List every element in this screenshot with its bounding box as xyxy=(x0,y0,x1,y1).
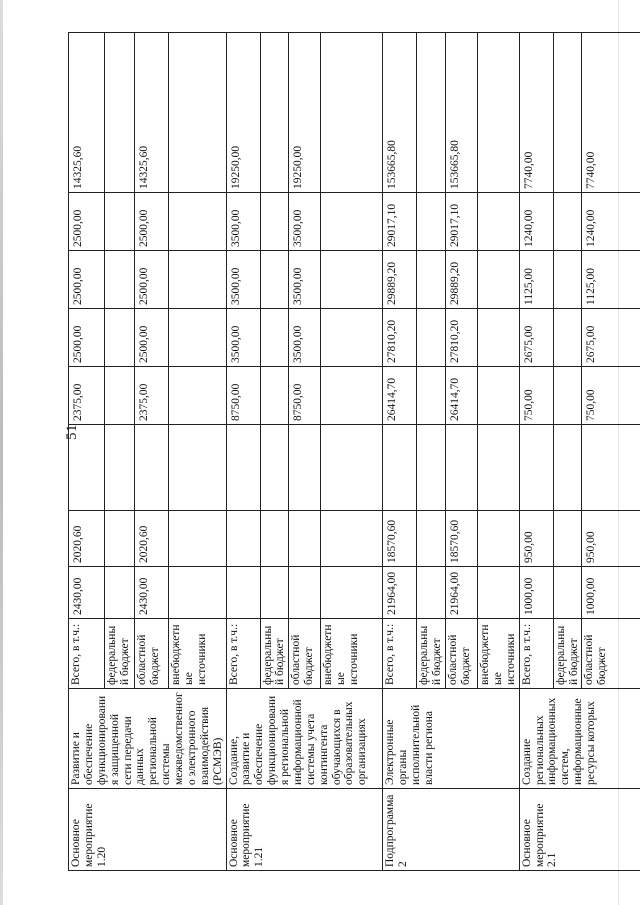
amount-cell: 27810,20 xyxy=(446,309,478,367)
amount-cell xyxy=(105,367,135,425)
amount-cell: 29889,20 xyxy=(446,251,478,309)
amount-cell xyxy=(105,511,135,567)
table-body xyxy=(69,33,640,871)
scan-edge-left xyxy=(0,0,3,905)
page-number: 51 xyxy=(64,424,80,440)
amount-cell xyxy=(321,251,383,309)
amount-cell: 27810,20 xyxy=(383,309,417,367)
funding-source-cell: Всего, в т.ч.: xyxy=(519,619,553,689)
amount-cell xyxy=(478,511,520,567)
amount-cell: 950,00 xyxy=(519,511,553,567)
amount-cell xyxy=(553,33,582,193)
amount-cell xyxy=(478,367,520,425)
amount-cell xyxy=(478,193,520,251)
amount-cell: 2375,00 xyxy=(135,367,169,425)
amount-cell: 29889,20 xyxy=(383,251,417,309)
funding-source-cell: федеральный бюджет xyxy=(553,619,582,689)
amount-cell xyxy=(553,567,582,619)
table-row xyxy=(69,33,105,871)
amount-cell: 26414,70 xyxy=(383,367,417,425)
amount-cell: 2020,60 xyxy=(69,511,105,567)
amount-cell xyxy=(105,33,135,193)
amount-cell xyxy=(169,193,226,251)
amount-cell: 18570,60 xyxy=(446,511,478,567)
amount-cell: 14325,60 xyxy=(135,33,169,193)
amount-cell xyxy=(260,193,289,251)
amount-cell: 2500,00 xyxy=(69,193,105,251)
amount-cell: 7740,00 xyxy=(519,33,553,193)
amount-cell: 3500,00 xyxy=(226,193,260,251)
amount-cell: 29017,10 xyxy=(446,193,478,251)
row-code-cell: Подпрограмма 2 xyxy=(383,789,519,871)
amount-cell: 21964,00 xyxy=(383,567,417,619)
amount-cell xyxy=(226,511,260,567)
amount-cell: 1000,00 xyxy=(582,567,640,619)
table-row xyxy=(383,33,417,871)
row-name-cell: Развитие и обеспечение функционирования защищенной сети передачи данных региональной системы межведомственного электронного взаимодействия (РСМЭВ) xyxy=(69,689,227,789)
amount-cell xyxy=(417,251,446,309)
amount-cell: 1125,00 xyxy=(519,251,553,309)
amount-cell: 26414,70 xyxy=(446,367,478,425)
amount-cell xyxy=(260,33,289,193)
funding-source-cell: областной бюджет xyxy=(289,619,321,689)
budget-table xyxy=(68,32,640,871)
row-code-cell: Основное мероприятие 1.20 xyxy=(69,789,227,871)
amount-cell xyxy=(169,309,226,367)
amount-cell xyxy=(519,425,553,511)
amount-cell: 18570,60 xyxy=(383,511,417,567)
amount-cell: 29017,10 xyxy=(383,193,417,251)
amount-cell xyxy=(321,193,383,251)
rotated-table-container xyxy=(68,33,611,871)
amount-cell xyxy=(260,309,289,367)
amount-cell xyxy=(260,367,289,425)
amount-cell xyxy=(478,425,520,511)
amount-cell xyxy=(553,193,582,251)
amount-cell xyxy=(105,309,135,367)
amount-cell xyxy=(169,511,226,567)
funding-source-cell: областной бюджет xyxy=(582,619,640,689)
amount-cell xyxy=(417,367,446,425)
amount-cell xyxy=(553,425,582,511)
row-code-cell: Основное мероприятие 2.1 xyxy=(519,789,640,871)
amount-cell: 2430,00 xyxy=(135,567,169,619)
table-row xyxy=(519,33,553,871)
row-code-cell: Основное мероприятие 1.21 xyxy=(226,789,383,871)
amount-cell: 1240,00 xyxy=(519,193,553,251)
amount-cell xyxy=(321,567,383,619)
amount-cell xyxy=(226,567,260,619)
amount-cell xyxy=(553,511,582,567)
amount-cell xyxy=(582,425,640,511)
amount-cell: 2675,00 xyxy=(582,309,640,367)
funding-source-cell: Всего, в т.ч.: xyxy=(383,619,417,689)
amount-cell xyxy=(478,33,520,193)
amount-cell: 2500,00 xyxy=(69,251,105,309)
amount-cell: 8750,00 xyxy=(226,367,260,425)
table-row xyxy=(226,33,260,871)
amount-cell xyxy=(260,425,289,511)
amount-cell: 750,00 xyxy=(519,367,553,425)
amount-cell: 2020,60 xyxy=(135,511,169,567)
amount-cell: 2500,00 xyxy=(69,309,105,367)
amount-cell: 7740,00 xyxy=(582,33,640,193)
amount-cell xyxy=(169,425,226,511)
funding-source-cell: внебюджетные источники xyxy=(478,619,520,689)
row-name-cell: Электронные органы исполнительной власти региона xyxy=(383,689,519,789)
amount-cell: 950,00 xyxy=(582,511,640,567)
amount-cell: 2675,00 xyxy=(519,309,553,367)
amount-cell: 3500,00 xyxy=(289,251,321,309)
amount-cell: 2500,00 xyxy=(135,309,169,367)
amount-cell xyxy=(289,425,321,511)
amount-cell xyxy=(260,251,289,309)
amount-cell xyxy=(105,251,135,309)
amount-cell: 750,00 xyxy=(582,367,640,425)
amount-cell xyxy=(383,425,417,511)
amount-cell xyxy=(321,425,383,511)
amount-cell: 21964,00 xyxy=(446,567,478,619)
amount-cell: 19250,00 xyxy=(226,33,260,193)
amount-cell xyxy=(135,425,169,511)
amount-cell xyxy=(553,367,582,425)
amount-cell xyxy=(226,425,260,511)
amount-cell xyxy=(321,511,383,567)
amount-cell xyxy=(417,511,446,567)
amount-cell xyxy=(105,425,135,511)
funding-source-cell: Всего, в т.ч.: xyxy=(69,619,105,689)
row-name-cell: Создание, развитие и обеспечение функционирования региональной информационной системы учета контингента обучающихся в образовательных организациях xyxy=(226,689,383,789)
funding-source-cell: внебюджетные источники xyxy=(169,619,226,689)
amount-cell xyxy=(321,309,383,367)
amount-cell xyxy=(260,567,289,619)
amount-cell xyxy=(417,309,446,367)
amount-cell: 153665,80 xyxy=(383,33,417,193)
amount-cell xyxy=(478,309,520,367)
amount-cell xyxy=(321,367,383,425)
amount-cell xyxy=(289,511,321,567)
funding-source-cell: федеральный бюджет xyxy=(260,619,289,689)
amount-cell xyxy=(321,33,383,193)
amount-cell xyxy=(69,425,105,511)
amount-cell: 2430,00 xyxy=(69,567,105,619)
amount-cell: 3500,00 xyxy=(289,309,321,367)
amount-cell: 8750,00 xyxy=(289,367,321,425)
row-name-cell: Создание региональных информационных систем, информационные ресурсы которых xyxy=(519,689,640,789)
amount-cell xyxy=(446,425,478,511)
amount-cell xyxy=(289,567,321,619)
amount-cell xyxy=(417,193,446,251)
amount-cell xyxy=(105,567,135,619)
amount-cell: 1000,00 xyxy=(519,567,553,619)
amount-cell xyxy=(478,251,520,309)
funding-source-cell: областной бюджет xyxy=(446,619,478,689)
amount-cell: 14325,60 xyxy=(69,33,105,193)
amount-cell: 3500,00 xyxy=(226,251,260,309)
amount-cell xyxy=(260,511,289,567)
amount-cell: 2500,00 xyxy=(135,193,169,251)
amount-cell xyxy=(169,251,226,309)
amount-cell xyxy=(478,567,520,619)
funding-source-cell: федеральный бюджет xyxy=(417,619,446,689)
amount-cell xyxy=(105,193,135,251)
funding-source-cell: внебюджетные источники xyxy=(321,619,383,689)
amount-cell: 19250,00 xyxy=(289,33,321,193)
amount-cell xyxy=(553,309,582,367)
amount-cell: 1240,00 xyxy=(582,193,640,251)
funding-source-cell: Всего, в т.ч.: xyxy=(226,619,260,689)
amount-cell: 2500,00 xyxy=(135,251,169,309)
amount-cell: 3500,00 xyxy=(289,193,321,251)
funding-source-cell: областной бюджет xyxy=(135,619,169,689)
amount-cell xyxy=(417,33,446,193)
amount-cell xyxy=(169,567,226,619)
amount-cell xyxy=(417,567,446,619)
amount-cell xyxy=(169,33,226,193)
amount-cell: 153665,80 xyxy=(446,33,478,193)
amount-cell xyxy=(417,425,446,511)
amount-cell: 1125,00 xyxy=(582,251,640,309)
amount-cell xyxy=(553,251,582,309)
amount-cell xyxy=(169,367,226,425)
funding-source-cell: федеральный бюджет xyxy=(105,619,135,689)
amount-cell: 2375,00 xyxy=(69,367,105,425)
amount-cell: 3500,00 xyxy=(226,309,260,367)
